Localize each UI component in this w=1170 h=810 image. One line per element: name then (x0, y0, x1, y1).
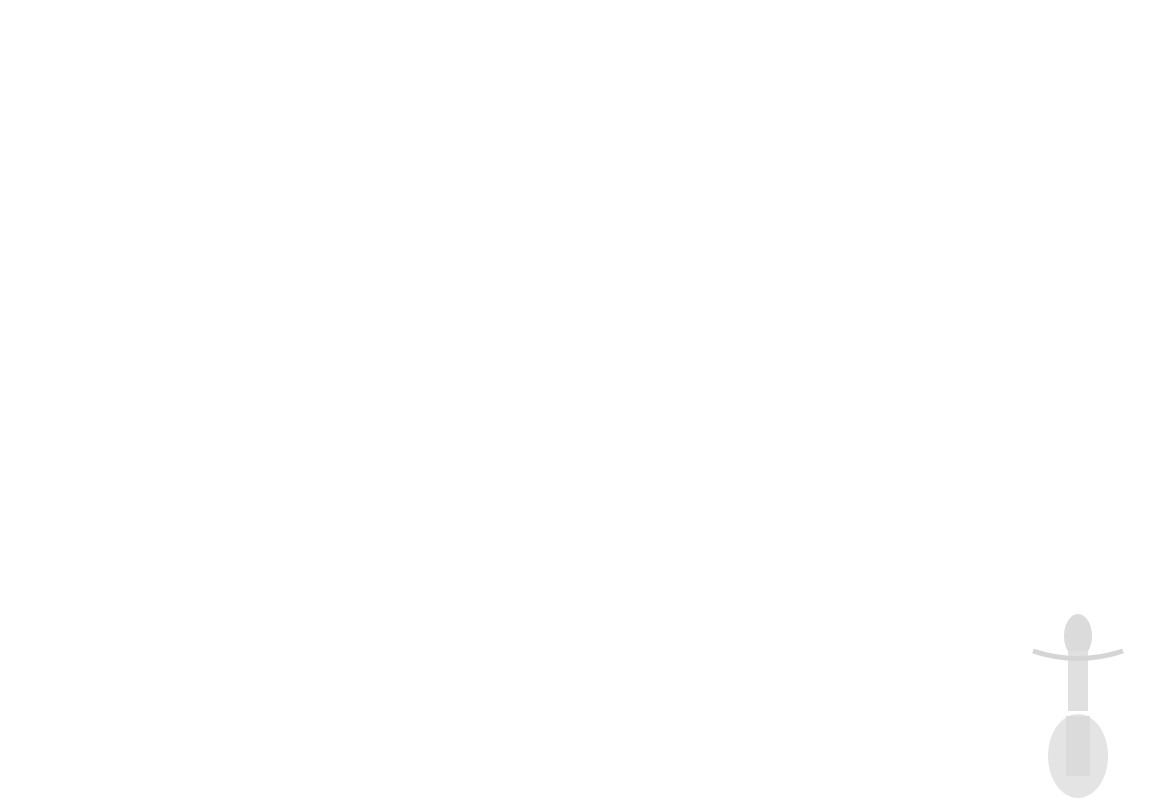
scooter-logo-icon (1028, 606, 1128, 802)
